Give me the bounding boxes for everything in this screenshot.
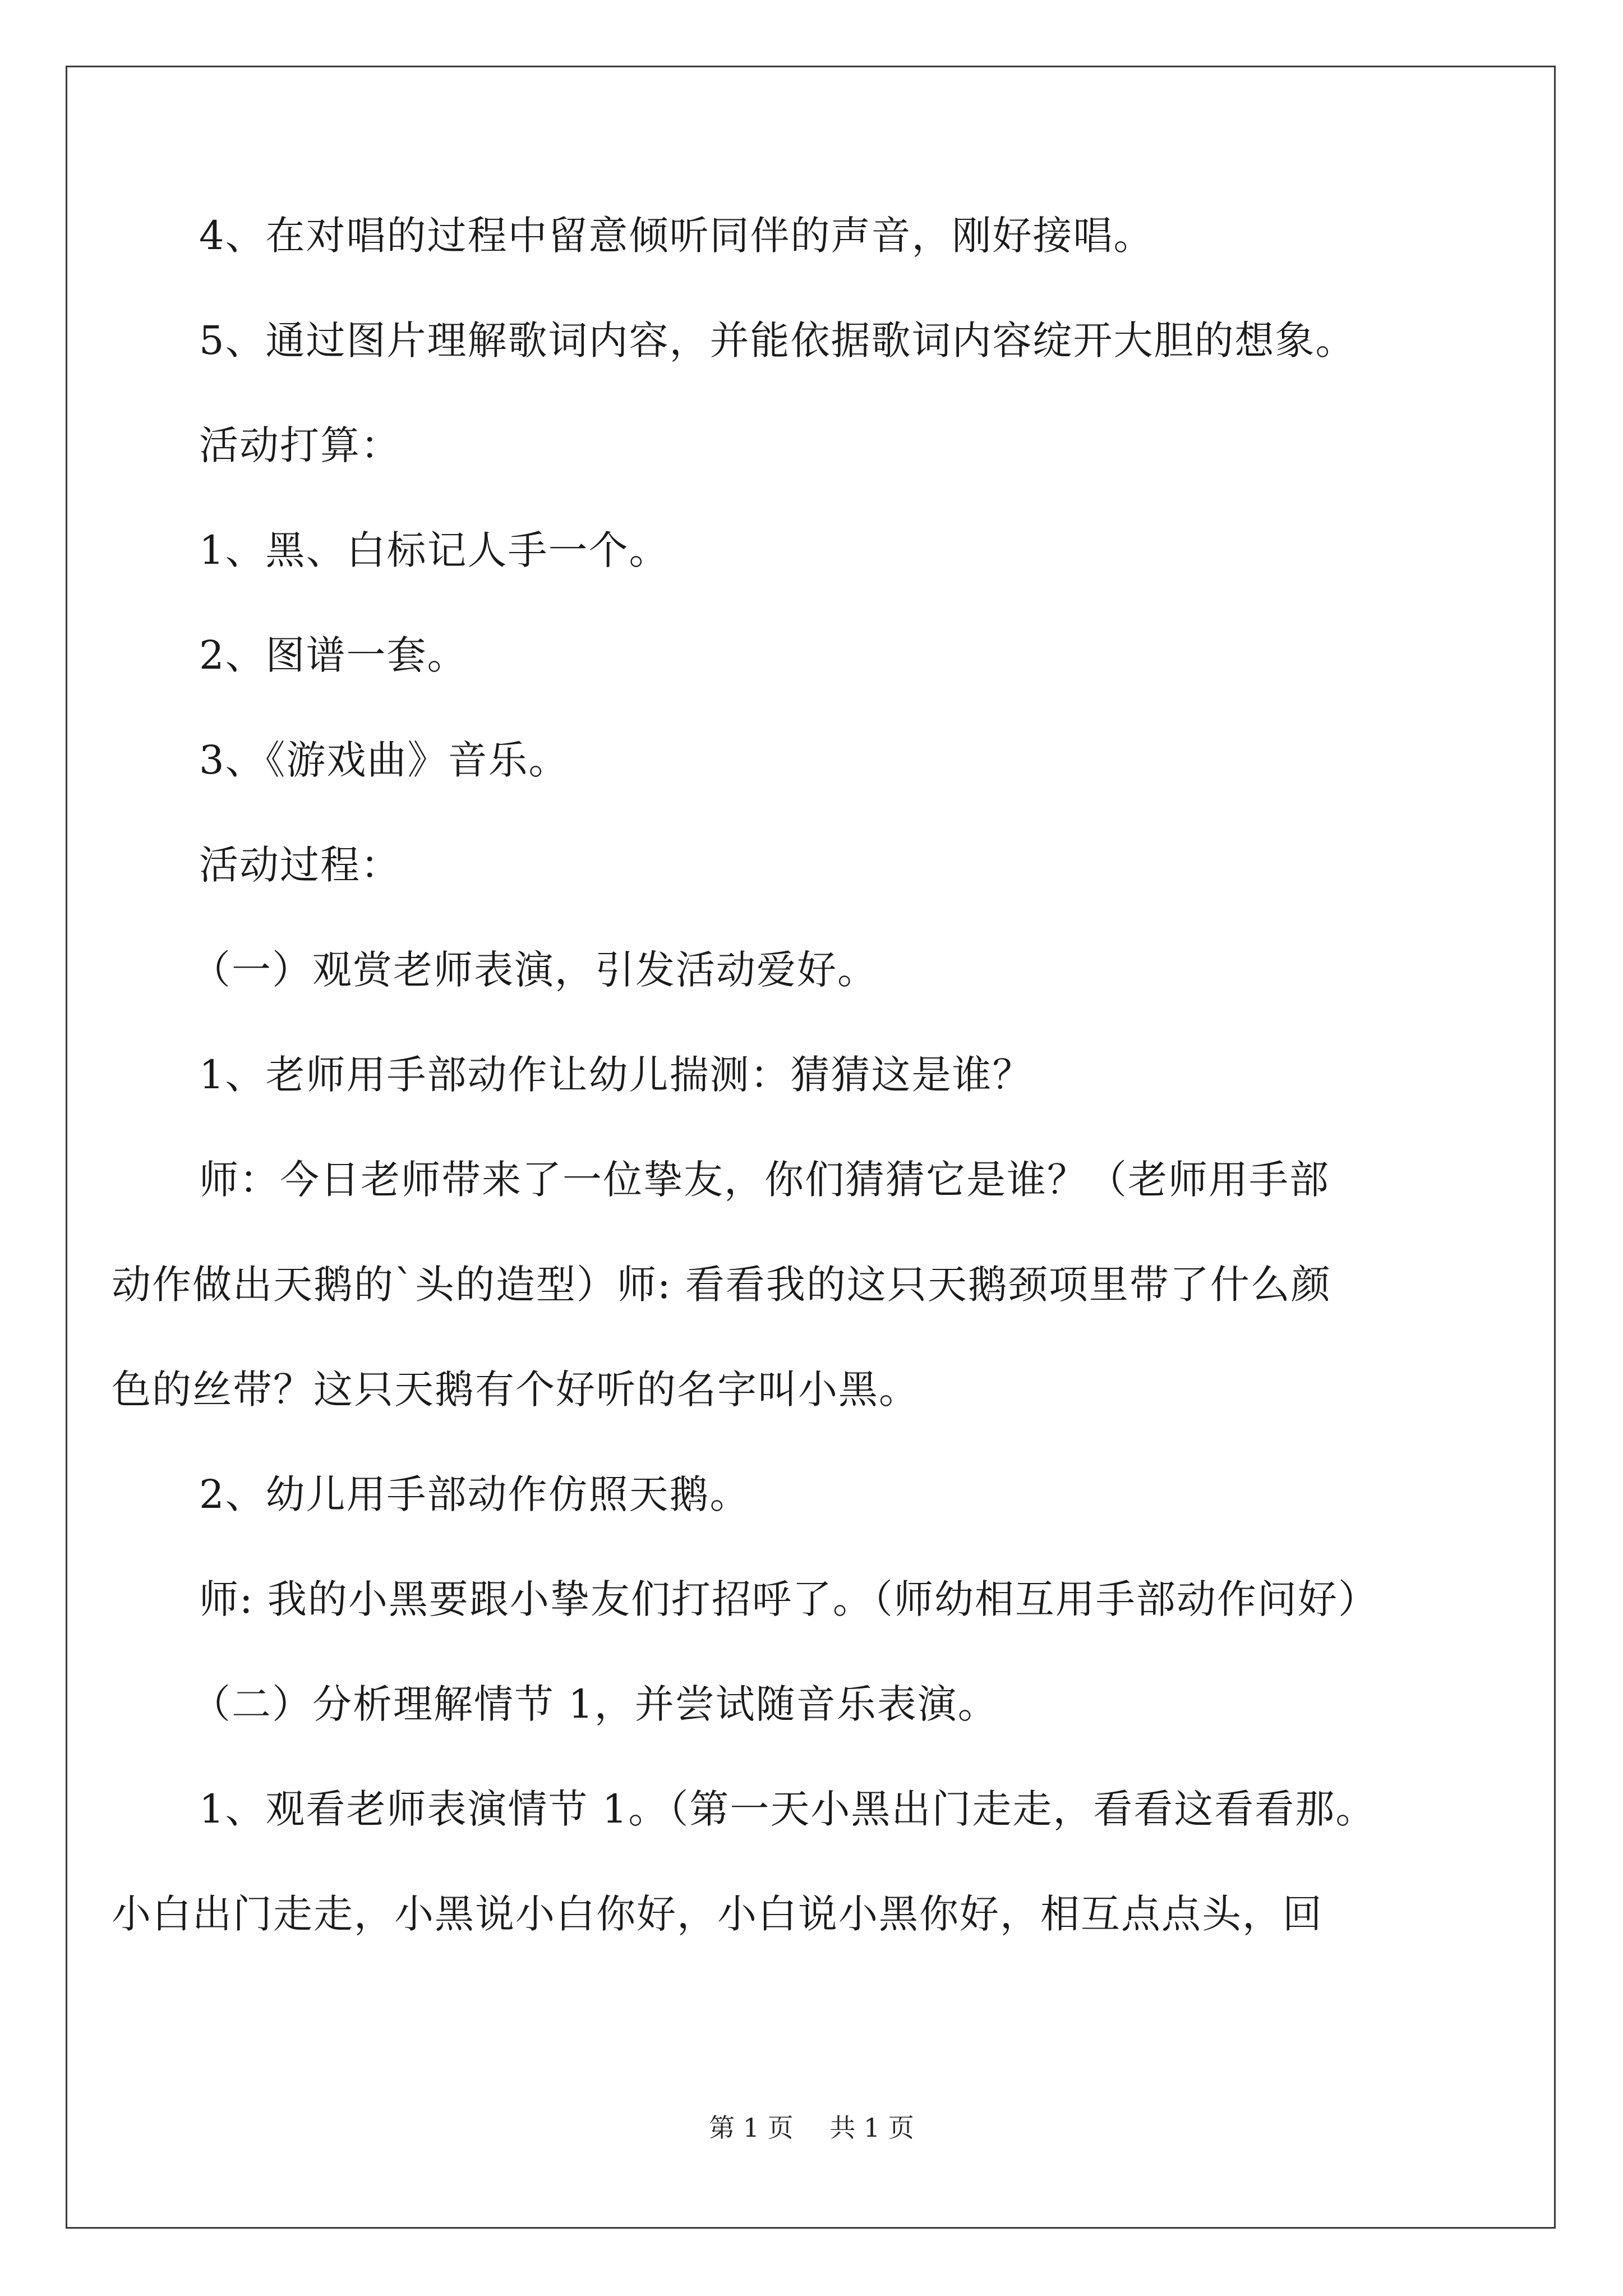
paragraph-line: 动作做出天鹅的`头的造型）师: 看看我的这只天鹅颈项里带了什么颜 [112, 1262, 1331, 1308]
section-heading: 活动打算： [199, 422, 401, 468]
page-count: 共 1 页 [829, 2113, 914, 2143]
paragraph: 3、《游戏曲》音乐。 [199, 737, 569, 783]
subsection-heading: （二）分析理解情节 1，并尝试随音乐表演。 [191, 1681, 998, 1727]
paragraph: 1、老师用手部动作让幼儿揣测：猜猜这是谁？ [199, 1052, 1033, 1098]
subsection-heading: （一）观赏老师表演，引发活动爱好。 [191, 947, 878, 993]
page-footer [0, 2112, 1623, 2143]
paragraph: 2、幼儿用手部动作仿照天鹅。 [199, 1471, 750, 1517]
paragraph-multiline [112, 1157, 1433, 1412]
paragraph: 4、在对唱的过程中留意倾听同伴的声音，刚好接唱。 [199, 213, 1154, 259]
paragraph: 1、黑、白标记人手一个。 [199, 527, 670, 573]
document-body [112, 213, 1433, 1996]
paragraph-multiline [112, 1786, 1433, 1937]
paragraph: 师: 我的小黑要跟小挚友们打招呼了。（师幼相互用手部动作问好） [199, 1576, 1378, 1622]
paragraph-line: 小白出门走走，小黑说小白你好，小白说小黑你好，相互点点头，回 [112, 1891, 1323, 1937]
paragraph: 5、通过图片理解歌词内容，并能依据歌词内容绽开大胆的想象。 [199, 318, 1356, 364]
paragraph-line: 1、观看老师表演情节 1。（第一天小黑出门走走，看看这看看那。 [199, 1786, 1376, 1832]
paragraph: 2、图谱一套。 [199, 632, 468, 678]
section-heading: 活动过程： [199, 842, 401, 888]
page-number: 第 1 页 [709, 2113, 794, 2143]
paragraph-line: 师：今日老师带来了一位挚友，你们猜猜它是谁？（老师用手部 [199, 1157, 1330, 1203]
paragraph-line: 色的丝带？这只天鹅有个好听的名字叫小黑。 [112, 1366, 919, 1412]
